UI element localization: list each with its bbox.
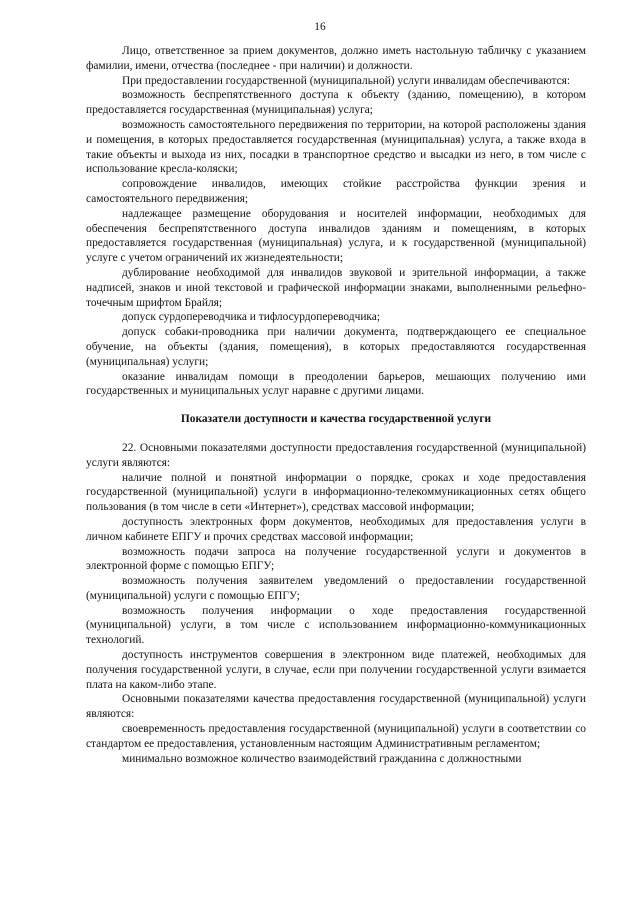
paragraph-escort: сопровождение инвалидов, имеющих стойкие расстройства функции зрения и самостоятельного передвижения; bbox=[86, 178, 586, 205]
paragraph-progress-info: возможность получения информации о ходе предоставления государственной (муниципальной) услуги, в том числе с использованием информационно-коммуникационных технологий. bbox=[86, 604, 586, 647]
paragraph-unimpeded-access: возможность беспрепятственного доступа к объекту (зданию, помещению), в котором предоставляется государственная (муниципальная) услуга; bbox=[86, 89, 586, 117]
paragraph-accessibility-indicators: 22. Основными показателями доступности предоставления государственной (муниципальной) услуги являются: bbox=[86, 441, 586, 469]
paragraph-notifications: возможность получения заявителем уведомлений о предоставлении государственной (муниципальной) услуги с помощью ЕПГУ; bbox=[86, 575, 586, 602]
paragraph-quality-indicators: Основными показателями качества предоставления государственной (муниципальной) услуги являются: bbox=[86, 693, 586, 721]
paragraph-minimal-interactions: минимально возможное количество взаимодействий гражданина с должностными bbox=[122, 752, 522, 765]
paragraph-info-duplication: дублирование необходимой для инвалидов звуковой и зрительной информации, а также надписей, знаков и иной текстовой и графической информации знаками, выполненными рельефно-точечным шрифтом Брайля; bbox=[86, 266, 586, 309]
paragraph-timeliness: своевременность предоставления государственной (муниципальной) услуги в соответствии со стандартом ее предоставления, установленным настоящим Административным регламентом; bbox=[86, 723, 586, 750]
document-body bbox=[86, 44, 586, 766]
paragraph-electronic-payments: доступность инструментов совершения в электронном виде платежей, необходимых для получения государственной услуги, в случае, если при получении государственной услуги взимается плата на каком-либо этапе. bbox=[86, 649, 586, 691]
paragraph-equipment-placement: надлежащее размещение оборудования и носителей информации, необходимых для обеспечения беспрепятственного доступа инвалидов зданиям и помещениям, в которых предоставляется государственная (муниципальная) услуга, и к государственной (муниципальной) услуге с учетом ограничений их жизнедеятельности; bbox=[86, 207, 586, 265]
paragraph-independent-movement: возможность самостоятельного передвижения по территории, на которой расположены здания и помещения, в которых предоставляется государственная (муниципальная) услуга, а также входа в такие объекты и выхода из них, посадки в транспортное средство и высадки из него, в том числе с использование кресла-коляски; bbox=[86, 118, 586, 176]
section-heading: Показатели доступности и качества государственной услуги bbox=[180, 413, 492, 426]
paragraph-electronic-forms: доступность электронных форм документов, необходимых для предоставления услуги в личном кабинете ЕПГУ и прочих средствах массовой информации; bbox=[86, 515, 586, 543]
paragraph-full-information: наличие полной и понятной информации о порядке, сроках и ходе предоставления государственной (муниципальной) услуги в информационно-телекоммуникационных сетях общего пользования (в том числе в сети «Интернет»), средствах массовой информации; bbox=[86, 471, 586, 514]
paragraph-guide-dog: допуск собаки-проводника при наличии документа, подтверждающего ее специальное обучение, на объекты (здания, помещения), в которых предоставляются государственная (муниципальная) услуги; bbox=[86, 326, 586, 368]
paragraph-desk-sign: Лицо, ответственное за прием документов, должно иметь настольную табличку с указанием фамилии, имени, отчества (последнее - при наличии) и должности. bbox=[86, 45, 586, 72]
paragraph-sign-interpreter: допуск сурдопереводчика и тифлосурдопереводчика; bbox=[122, 311, 380, 324]
paragraph-disabled-provisions-intro: При предоставлении государственной (муниципальной) услуги инвалидам обеспечиваются: bbox=[122, 74, 571, 87]
paragraph-electronic-request: возможность подачи запроса на получение государственной услуги и документов в электронной форме с помощью ЕПГУ; bbox=[86, 545, 586, 573]
paragraph-barrier-assistance: оказание инвалидам помощи в преодолении барьеров, мешающих получению ими государственных и муниципальных услуг наравне с другими лицами. bbox=[86, 370, 586, 398]
page-number: 16 bbox=[314, 21, 326, 33]
